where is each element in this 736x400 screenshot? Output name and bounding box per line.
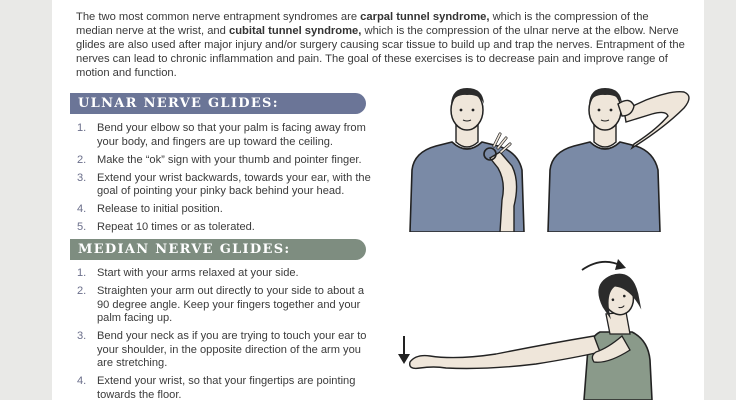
man-hand-behind-head-illustration	[534, 82, 698, 232]
step-number: 2.	[77, 153, 87, 166]
intro-text-3: which is the compression of the ulnar nerve at the elbow. Nerve glides are also used after major injury and/or surgery causing scar tissue to build up and trap the nerves. Entrapment of the nerves can lead to chronic inflammation and pain. The goal of these exercises is to decrease pain and improve range of motion and function.	[76, 25, 685, 79]
down-arrow-icon	[398, 336, 410, 364]
list-item	[76, 375, 372, 400]
step-number: 4.	[77, 375, 87, 387]
step-number: 4.	[77, 203, 87, 215]
step-number: 1.	[77, 122, 87, 134]
step-text: Bend your elbow so that your palm is facing away from your body, and fingers are up toward the ceiling.	[97, 122, 366, 148]
curved-arrow-icon	[582, 259, 626, 270]
step-text: Make the “ok” sign with your thumb and pointer finger.	[97, 153, 362, 166]
list-item	[76, 330, 372, 371]
step-text: Start with your arms relaxed at your side.	[97, 267, 299, 279]
list-item	[76, 172, 372, 199]
ulnar-steps-list	[76, 122, 372, 239]
intro-text-2: which is the compression of the median nerve at the wrist, and	[76, 11, 649, 37]
step-text: Extend your wrist backwards, towards your ear, with the goal of pointing your pinky back behind your head.	[97, 171, 371, 197]
list-item	[76, 203, 372, 217]
intro-bold-carpal: carpal tunnel syndrome,	[360, 11, 490, 23]
intro-bold-cubital: cubital tunnel syndrome,	[228, 25, 362, 37]
step-number: 5.	[77, 221, 87, 233]
intro-text-1: The two most common nerve entrapment syndromes are	[76, 11, 361, 23]
median-section-heading: MEDIAN NERVE GLIDES:	[70, 239, 366, 260]
step-text: Release to initial position.	[97, 203, 223, 215]
list-item	[76, 122, 372, 149]
ulnar-section-heading: ULNAR NERVE GLIDES:	[70, 93, 366, 114]
step-text: Straighten your arm out directly to your side to about a 90 degree angle. Keep your fingers together and your palm facing up.	[97, 285, 365, 324]
median-steps-list	[76, 267, 372, 400]
step-number: 3.	[77, 330, 87, 342]
step-number: 2.	[77, 285, 87, 297]
step-text: Extend your wrist, so that your fingertips are pointing towards the floor.	[97, 375, 356, 400]
woman-arm-stretch-illustration	[386, 252, 686, 400]
list-item	[76, 267, 372, 281]
step-text: Repeat 10 times or as tolerated.	[97, 221, 255, 233]
step-text: Bend your neck as if you are trying to touch your ear to your shoulder, in the opposite direction of the arm you are stretching.	[97, 330, 367, 369]
list-item	[76, 221, 372, 235]
handout-page	[52, 0, 704, 400]
intro-paragraph	[76, 10, 688, 80]
step-number: 3.	[77, 171, 87, 184]
man-ok-sign-illustration	[390, 82, 550, 232]
list-item	[76, 154, 372, 168]
list-item	[76, 285, 372, 326]
step-number: 1.	[77, 267, 87, 279]
